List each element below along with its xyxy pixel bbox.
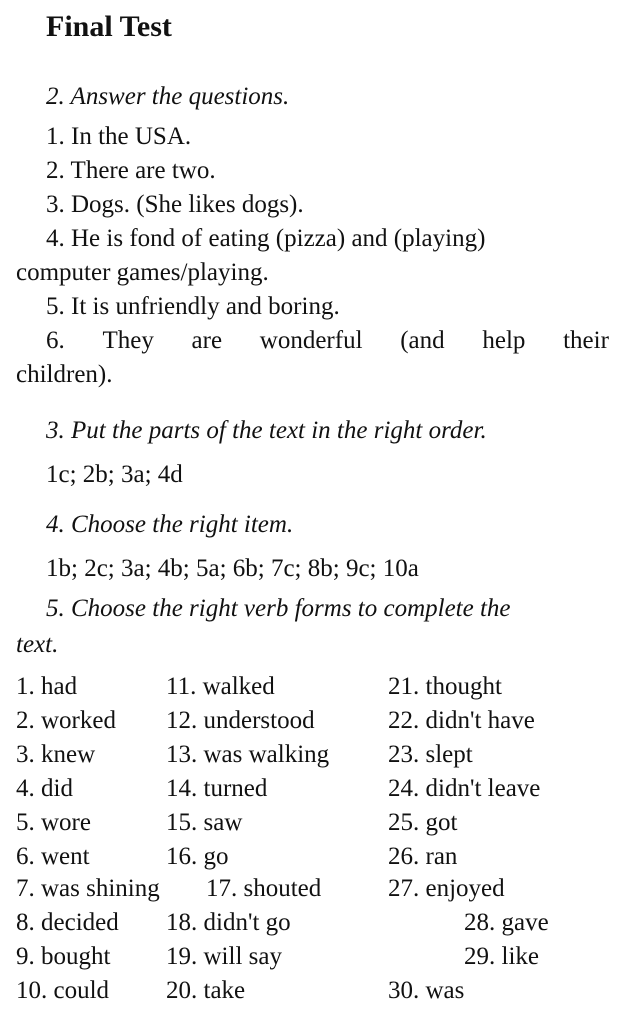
verb-item: 18. didn't go (166, 909, 291, 936)
word: their (563, 327, 609, 354)
verb-item: 28. gave (464, 909, 549, 936)
verb-item: 23. slept (388, 741, 473, 768)
answer-2-5: 5. It is unfriendly and boring. (46, 293, 340, 320)
verb-item: 3. knew (16, 741, 96, 768)
verb-item: 26. ran (388, 843, 458, 870)
word: help (482, 327, 526, 354)
verb-item: 11. walked (166, 673, 275, 700)
section-4-answer: 1b; 2c; 3a; 4b; 5a; 6b; 7c; 8b; 9c; 10a (46, 555, 419, 582)
verb-item: 30. was (388, 977, 465, 1004)
verb-item: 10. could (16, 977, 110, 1004)
verb-item: 9. bought (16, 943, 111, 970)
verb-item: 8. decided (16, 909, 119, 936)
verb-item: 14. turned (166, 775, 268, 802)
word: 6. (46, 327, 65, 354)
verb-item: 16. go (166, 843, 229, 870)
word: (and (400, 327, 445, 354)
verb-item: 13. was walking (166, 741, 330, 768)
answer-2-4-line1: 4. He is fond of eating (pizza) and (playing) (46, 225, 486, 252)
verb-item: 12. understood (166, 707, 315, 734)
verb-item: 6. went (16, 843, 90, 870)
section-3-answer: 1c; 2b; 3a; 4d (46, 461, 183, 488)
section-3-heading: 3. Put the parts of the text in the right order. (46, 417, 487, 444)
verb-item: 24. didn't leave (388, 775, 541, 802)
answer-2-2: 2. There are two. (46, 157, 216, 184)
verb-item: 5. wore (16, 809, 91, 836)
verb-item: 29. like (464, 943, 539, 970)
answer-2-1: 1. In the USA. (46, 123, 192, 150)
verb-item: 4. did (16, 775, 73, 802)
verb-item: 22. didn't have (388, 707, 535, 734)
section-2-heading: 2. Answer the questions. (46, 83, 290, 110)
word: wonderful (259, 327, 363, 354)
answer-2-3: 3. Dogs. (She likes dogs). (46, 191, 304, 218)
verb-item: 7. was shining (16, 875, 160, 902)
page-title: Final Test (46, 10, 172, 43)
section-5-heading-line1: 5. Choose the right verb forms to complete the (46, 595, 511, 622)
word: are (191, 327, 223, 354)
verb-item: 15. saw (166, 809, 243, 836)
verb-item: 2. worked (16, 707, 116, 734)
section-4-heading: 4. Choose the right item. (46, 511, 294, 538)
verb-item: 1. had (16, 673, 78, 700)
word: They (102, 327, 154, 354)
verb-item: 17. shouted (206, 875, 322, 902)
verb-item: 25. got (388, 809, 458, 836)
verb-item: 21. thought (388, 673, 502, 700)
answer-2-6-line2: children). (16, 361, 113, 388)
answer-2-6-line1 (46, 328, 609, 353)
verb-item: 20. take (166, 977, 246, 1004)
answer-2-4-line2: computer games/playing. (16, 259, 269, 286)
verb-item: 19. will say (166, 943, 282, 970)
verb-item: 27. enjoyed (388, 875, 505, 902)
section-5-heading-line2: text. (16, 631, 59, 658)
